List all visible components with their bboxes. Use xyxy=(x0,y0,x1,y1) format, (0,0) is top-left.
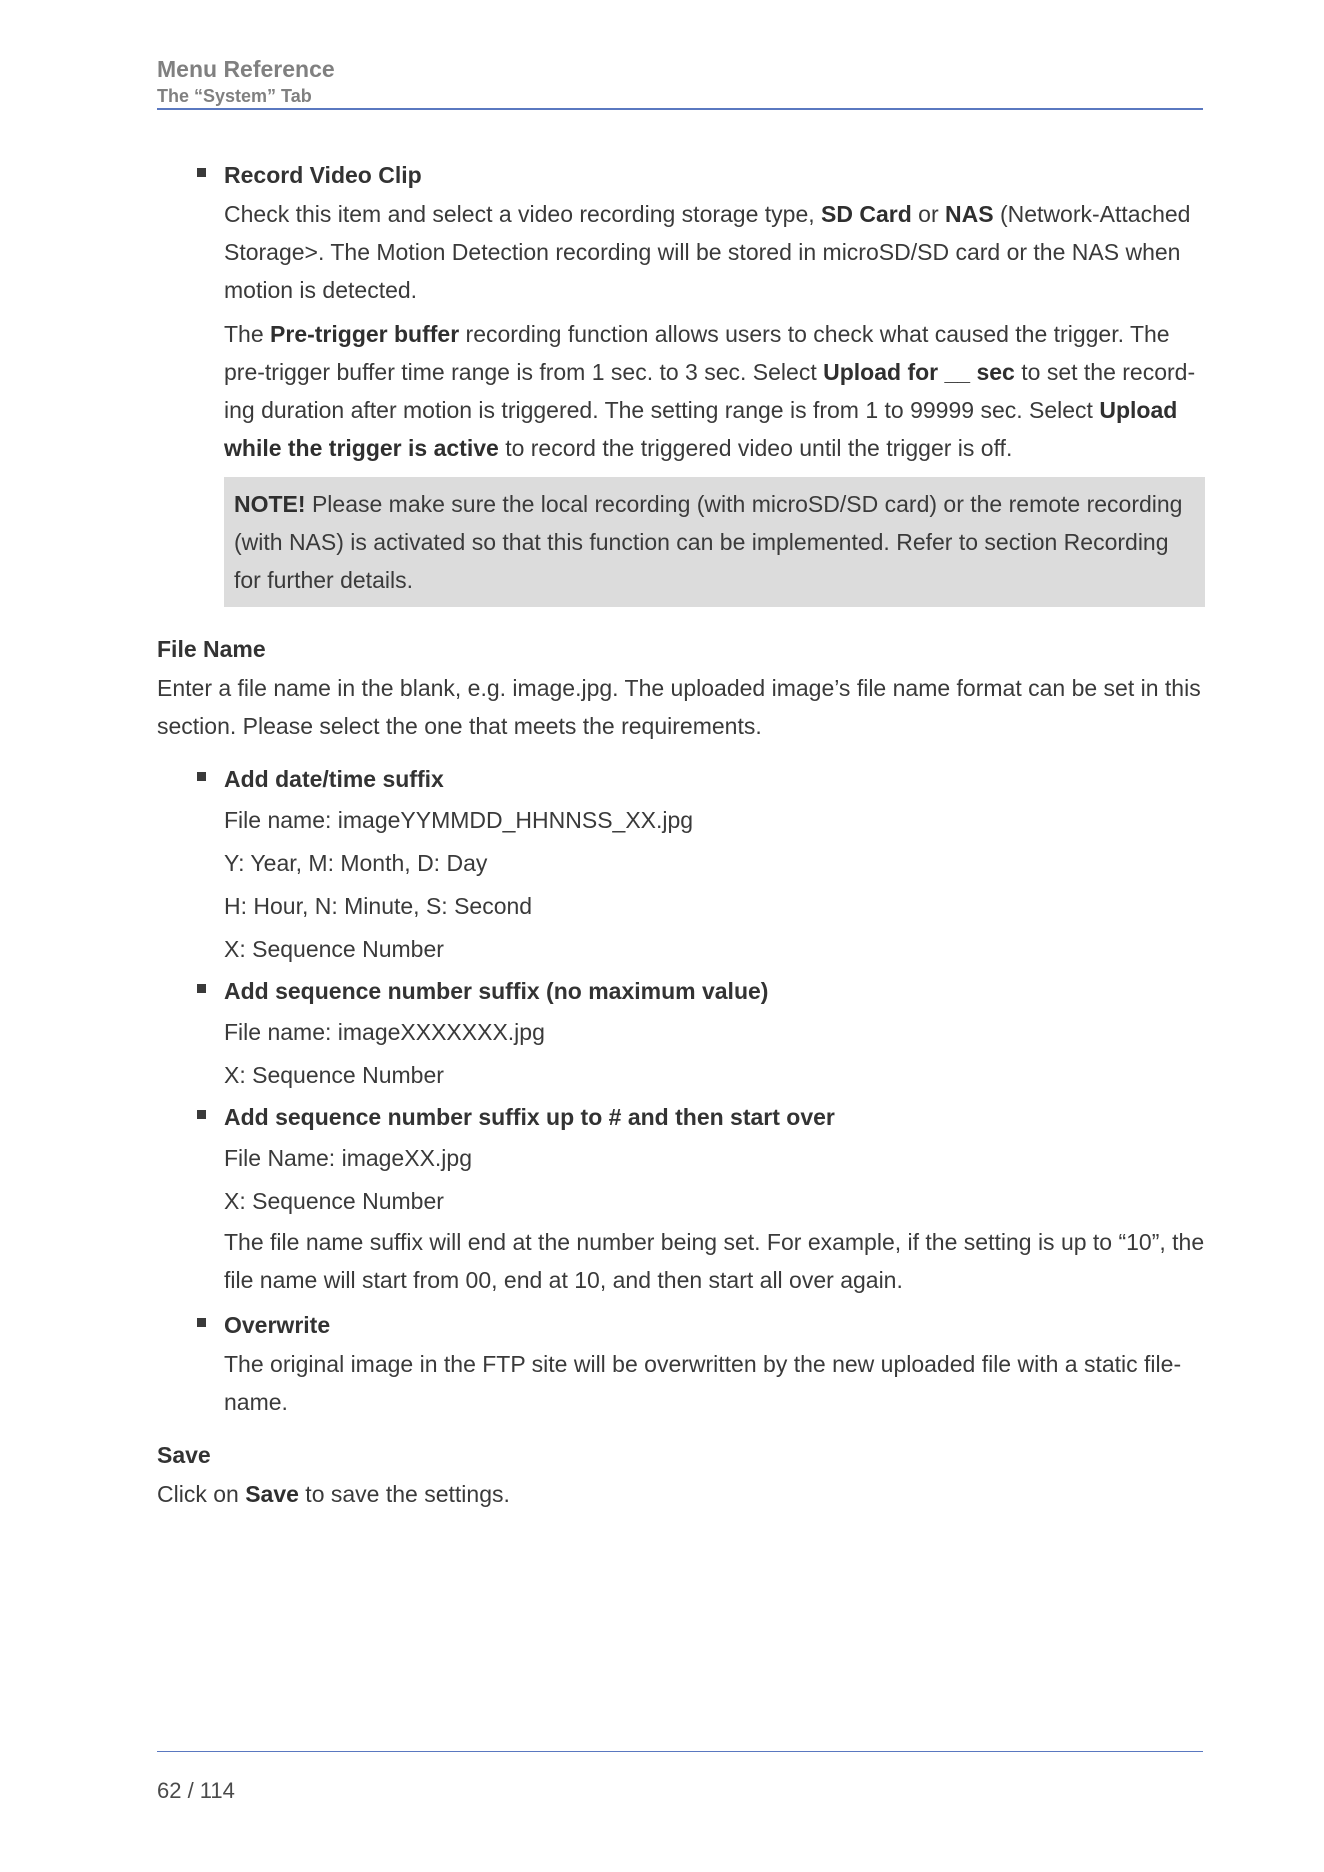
option-line: The file name suffix will end at the number being set. For example, if the setting is up to “10”, the file name will start from 00, end at 10, and then start all over again. xyxy=(224,1229,1205,1293)
option-title: Add sequence number suffix up to # and then start over xyxy=(224,1104,835,1130)
record-clip-paragraph-2: The Pre-trigger buffer recording function allows users to check what caused the trigger. The pre-trigger buffer time range is from 1 sec. to 3 sec. Select Upload for __ sec to set the recording duration after motion is triggered. The setting range is from 1 to 99999 sec. Select Upload while the trigger is active to record the triggered video until the trigger is off. xyxy=(224,321,1196,461)
option-line: H: Hour, N: Minute, S: Second xyxy=(224,893,533,919)
save-heading: Save xyxy=(157,1442,211,1468)
page-number: 62 / 114 xyxy=(157,1778,235,1803)
option-line: File name: imageXXXXXXX.jpg xyxy=(224,1019,545,1045)
option-title: Add date/time suffix xyxy=(224,766,444,792)
bullet-marker xyxy=(197,984,206,993)
record-video-clip-item xyxy=(157,155,1205,467)
pre-trigger-term: Pre-trigger buffer xyxy=(270,321,460,347)
file-name-option xyxy=(157,1305,1205,1421)
bullet-marker xyxy=(197,1318,206,1327)
file-name-option xyxy=(157,971,1205,1097)
note-text: Please make sure the local recording (with microSD/SD card) or the remote recording (with NAS) is activated so that this function can be implemented. Refer to section Recording for further details. xyxy=(234,491,1183,593)
file-name-option xyxy=(157,1097,1205,1299)
note-box xyxy=(224,477,1205,607)
header-subtitle: The “System” Tab xyxy=(157,86,312,106)
option-line: Y: Year, M: Month, D: Day xyxy=(224,850,488,876)
save-text: Click on Save to save the settings. xyxy=(157,1481,510,1507)
option-line: The original image in the FTP site will be overwritten by the new uploaded file with a static filename. xyxy=(224,1351,1182,1415)
sd-card-term: SD Card xyxy=(821,201,912,227)
option-line: X: Sequence Number xyxy=(224,936,444,962)
bullet-marker xyxy=(197,1110,206,1119)
option-line: X: Sequence Number xyxy=(224,1188,444,1214)
page-content xyxy=(157,155,1205,1513)
nas-term: NAS xyxy=(945,201,994,227)
note-label: NOTE! xyxy=(234,491,306,517)
option-title: Overwrite xyxy=(224,1312,331,1338)
bullet-marker xyxy=(197,168,206,177)
upload-for-term: Upload for __ sec xyxy=(823,359,1015,385)
record-clip-paragraph-1: Check this item and select a video recording storage type, SD Card or NAS (Network-Attached Storage>. The Motion Detection recording will be stored in microSD/SD card or the NAS when motion is detected. xyxy=(224,201,1191,303)
upload-while-term: Upload while the trigger is active xyxy=(224,397,1178,461)
page-header xyxy=(157,54,1203,110)
option-line: File Name: imageXX.jpg xyxy=(224,1145,472,1171)
bullet-marker xyxy=(197,772,206,781)
option-line: X: Sequence Number xyxy=(224,1062,444,1088)
header-title: Menu Reference xyxy=(157,56,335,82)
save-term: Save xyxy=(245,1481,299,1507)
file-name-option xyxy=(157,759,1205,971)
option-line: File name: imageYYMMDD_HHNNSS_XX.jpg xyxy=(224,807,694,833)
record-video-clip-title: Record Video Clip xyxy=(224,162,422,188)
option-title: Add sequence number suffix (no maximum value) xyxy=(224,978,769,1004)
footer-rule xyxy=(157,1751,1203,1752)
file-name-intro: Enter a file name in the blank, e.g. image.jpg. The uploaded image’s file name format can be set in this section. Please select the one that meets the requirements. xyxy=(157,675,1201,739)
file-name-heading: File Name xyxy=(157,636,266,662)
